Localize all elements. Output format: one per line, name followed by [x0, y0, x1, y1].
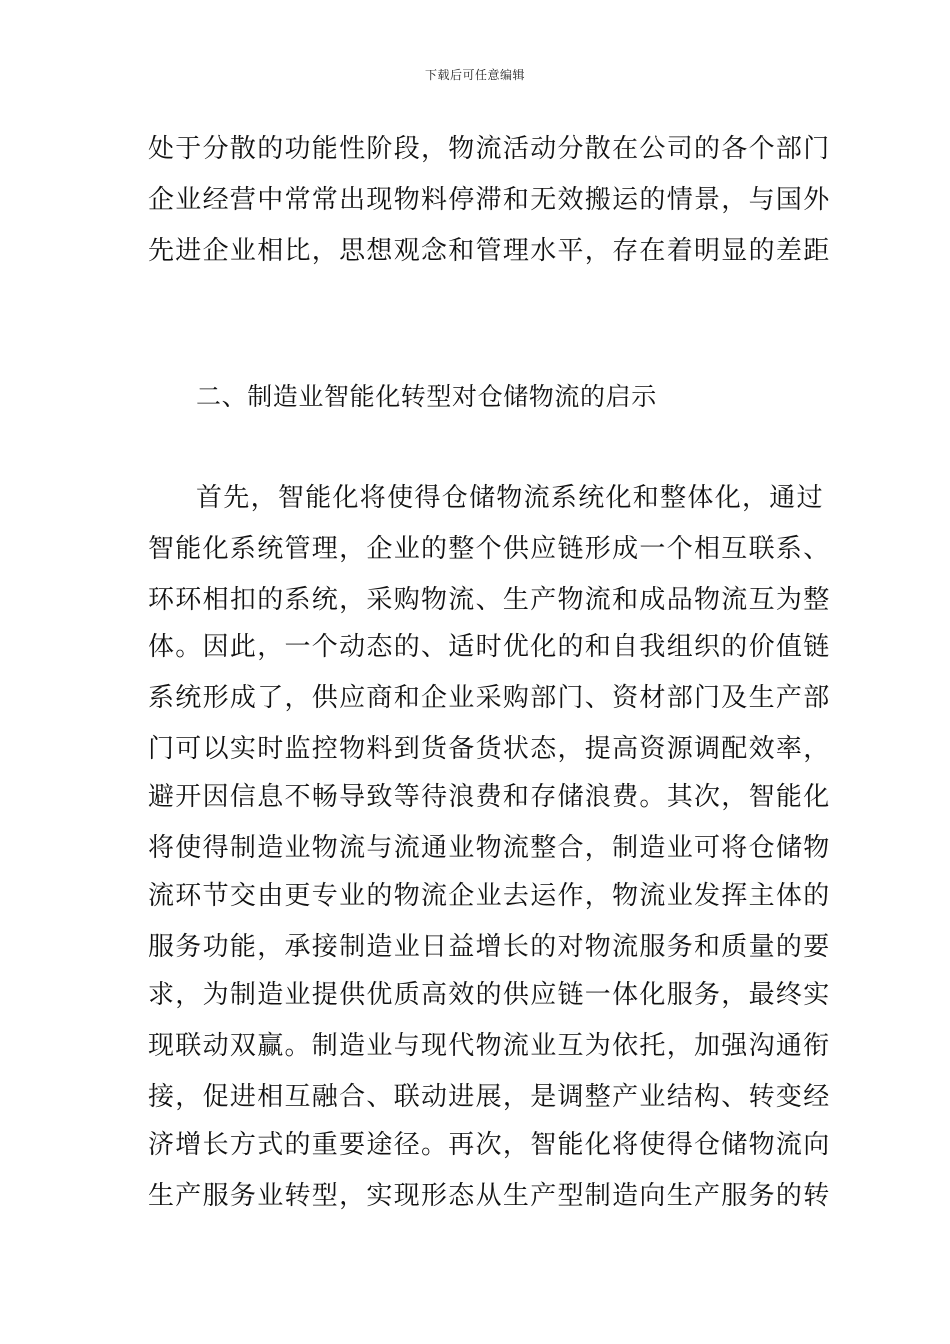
- paragraph-line: 门可以实时监控物料到货备货状态，提高资源调配效率，: [148, 734, 831, 764]
- paragraph-line: 流环节交由更专业的物流企业去运作，物流业发挥主体的: [148, 881, 831, 911]
- paragraph-line: 求，为制造业提供优质高效的供应链一体化服务，最终实: [148, 980, 831, 1010]
- paragraph-line: 将使得制造业物流与流通业物流整合，制造业可将仓储物: [148, 833, 831, 863]
- paragraph-line: 环环相扣的系统，采购物流、生产物流和成品物流互为整: [148, 585, 831, 615]
- paragraph-line: 接，促进相互融合、联动进展，是调整产业结构、转变经: [148, 1082, 831, 1112]
- paragraph-line: 智能化系统管理，企业的整个供应链形成一个相互联系、: [148, 534, 831, 564]
- paragraph-line: 济增长方式的重要途径。再次，智能化将使得仓储物流向: [148, 1130, 831, 1160]
- paragraph-line: 处于分散的功能性阶段，物流活动分散在公司的各个部门: [148, 134, 831, 164]
- paragraph-line: 服务功能，承接制造业日益增长的对物流服务和质量的要: [148, 932, 831, 962]
- paragraph-line: 首先，智能化将使得仓储物流系统化和整体化，通过: [196, 483, 824, 513]
- paragraph-line: 企业经营中常常出现物料停滞和无效搬运的情景，与国外: [148, 185, 831, 215]
- paragraph-line: 体。因此，一个动态的、适时优化的和自我组织的价值链: [148, 632, 831, 662]
- paragraph-line: 现联动双赢。制造业与现代物流业互为依托，加强沟通衔: [148, 1031, 831, 1061]
- section-heading: 二、制造业智能化转型对仓储物流的启示: [196, 382, 657, 411]
- paragraph-line: 避开因信息不畅导致等待浪费和存储浪费。其次，智能化: [148, 782, 831, 812]
- paragraph-line: 先进企业相比，思想观念和管理水平，存在着明显的差距: [148, 236, 831, 266]
- paragraph-line: 系统形成了，供应商和企业采购部门、资材部门及生产部: [148, 683, 831, 713]
- paragraph-line: 生产服务业转型，实现形态从生产型制造向生产服务的转: [148, 1181, 831, 1211]
- page-header-note: 下载后可任意编辑: [424, 68, 525, 82]
